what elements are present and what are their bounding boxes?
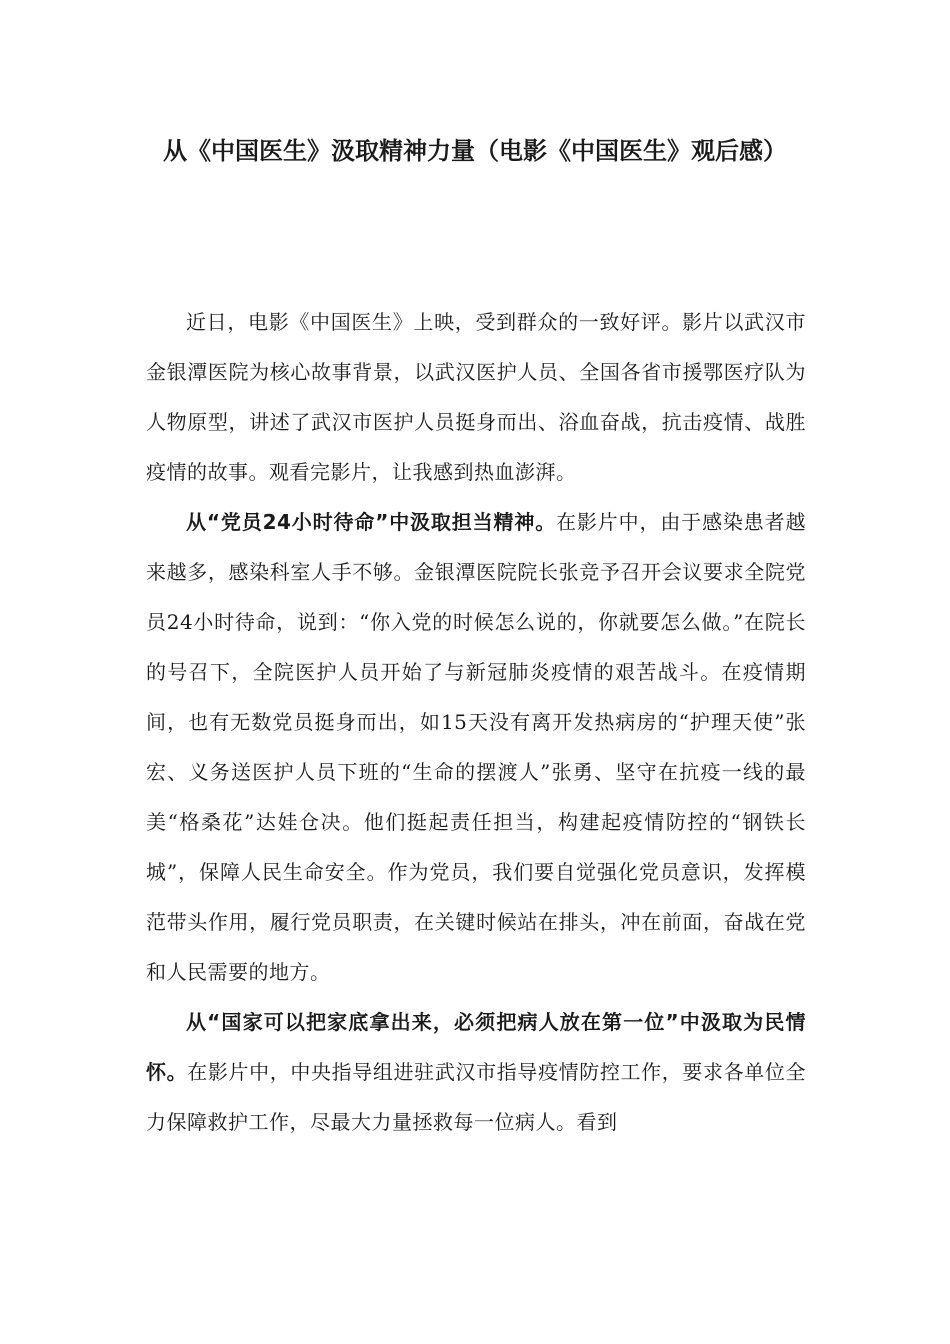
paragraph-lead: 从“国家可以把家底拿出来，必须把病人放在第一位”中汲取为民情怀。 [146, 1010, 806, 1084]
document-title: 从《中国医生》汲取精神力量（电影《中国医生》观后感） [163, 137, 787, 165]
paragraph-responsibility [146, 497, 806, 997]
paragraph-text: 在影片中，中央指导组进驻武汉市指导疫情防控工作，要求各单位全力保障救护工作，尽最大力量拯救每一位病人。看到 [146, 1060, 807, 1134]
document-body [146, 297, 806, 1147]
paragraph-intro [146, 297, 806, 497]
paragraph-lead: 从“党员24小时待命”中汲取担当精神。 [186, 510, 557, 534]
paragraph-people-first [146, 997, 806, 1147]
paragraph-text: 在影片中，由于感染患者越来越多，感染科室人手不够。金银潭医院院长张竞予召开会议要求全院党员24小时待命，说到：“你入党的时候怎么说的，你就要怎么做。”在院长的号召下，全院医护人员开始了与新冠肺炎疫情的艰苦战斗。在疫情期间，也有无数党员挺身而出，如15天没有离开发热病房的“护理天使”张宏、义务送医护人员下班的“生命的摆渡人”张勇、坚守在抗疫一线的最美“格桑花”达娃仓决。他们挺起责任担当，构建起疫情防控的“钢铁长城”，保障人民生命安全。作为党员，我们要自觉强化党员意识，发挥模范带头作用，履行党员职责，在关键时候站在排头，冲在前面，奋战在党和人民需要的地方。 [146, 510, 806, 984]
paragraph-text: 近日，电影《中国医生》上映，受到群众的一致好评。影片以武汉市金银潭医院为核心故事背景，以武汉医护人员、全国各省市援鄂医疗队为人物原型，讲述了武汉市医护人员挺身而出、浴血奋战，抗击疫情、战胜疫情的故事。观看完影片，让我感到热血澎湃。 [146, 310, 806, 484]
